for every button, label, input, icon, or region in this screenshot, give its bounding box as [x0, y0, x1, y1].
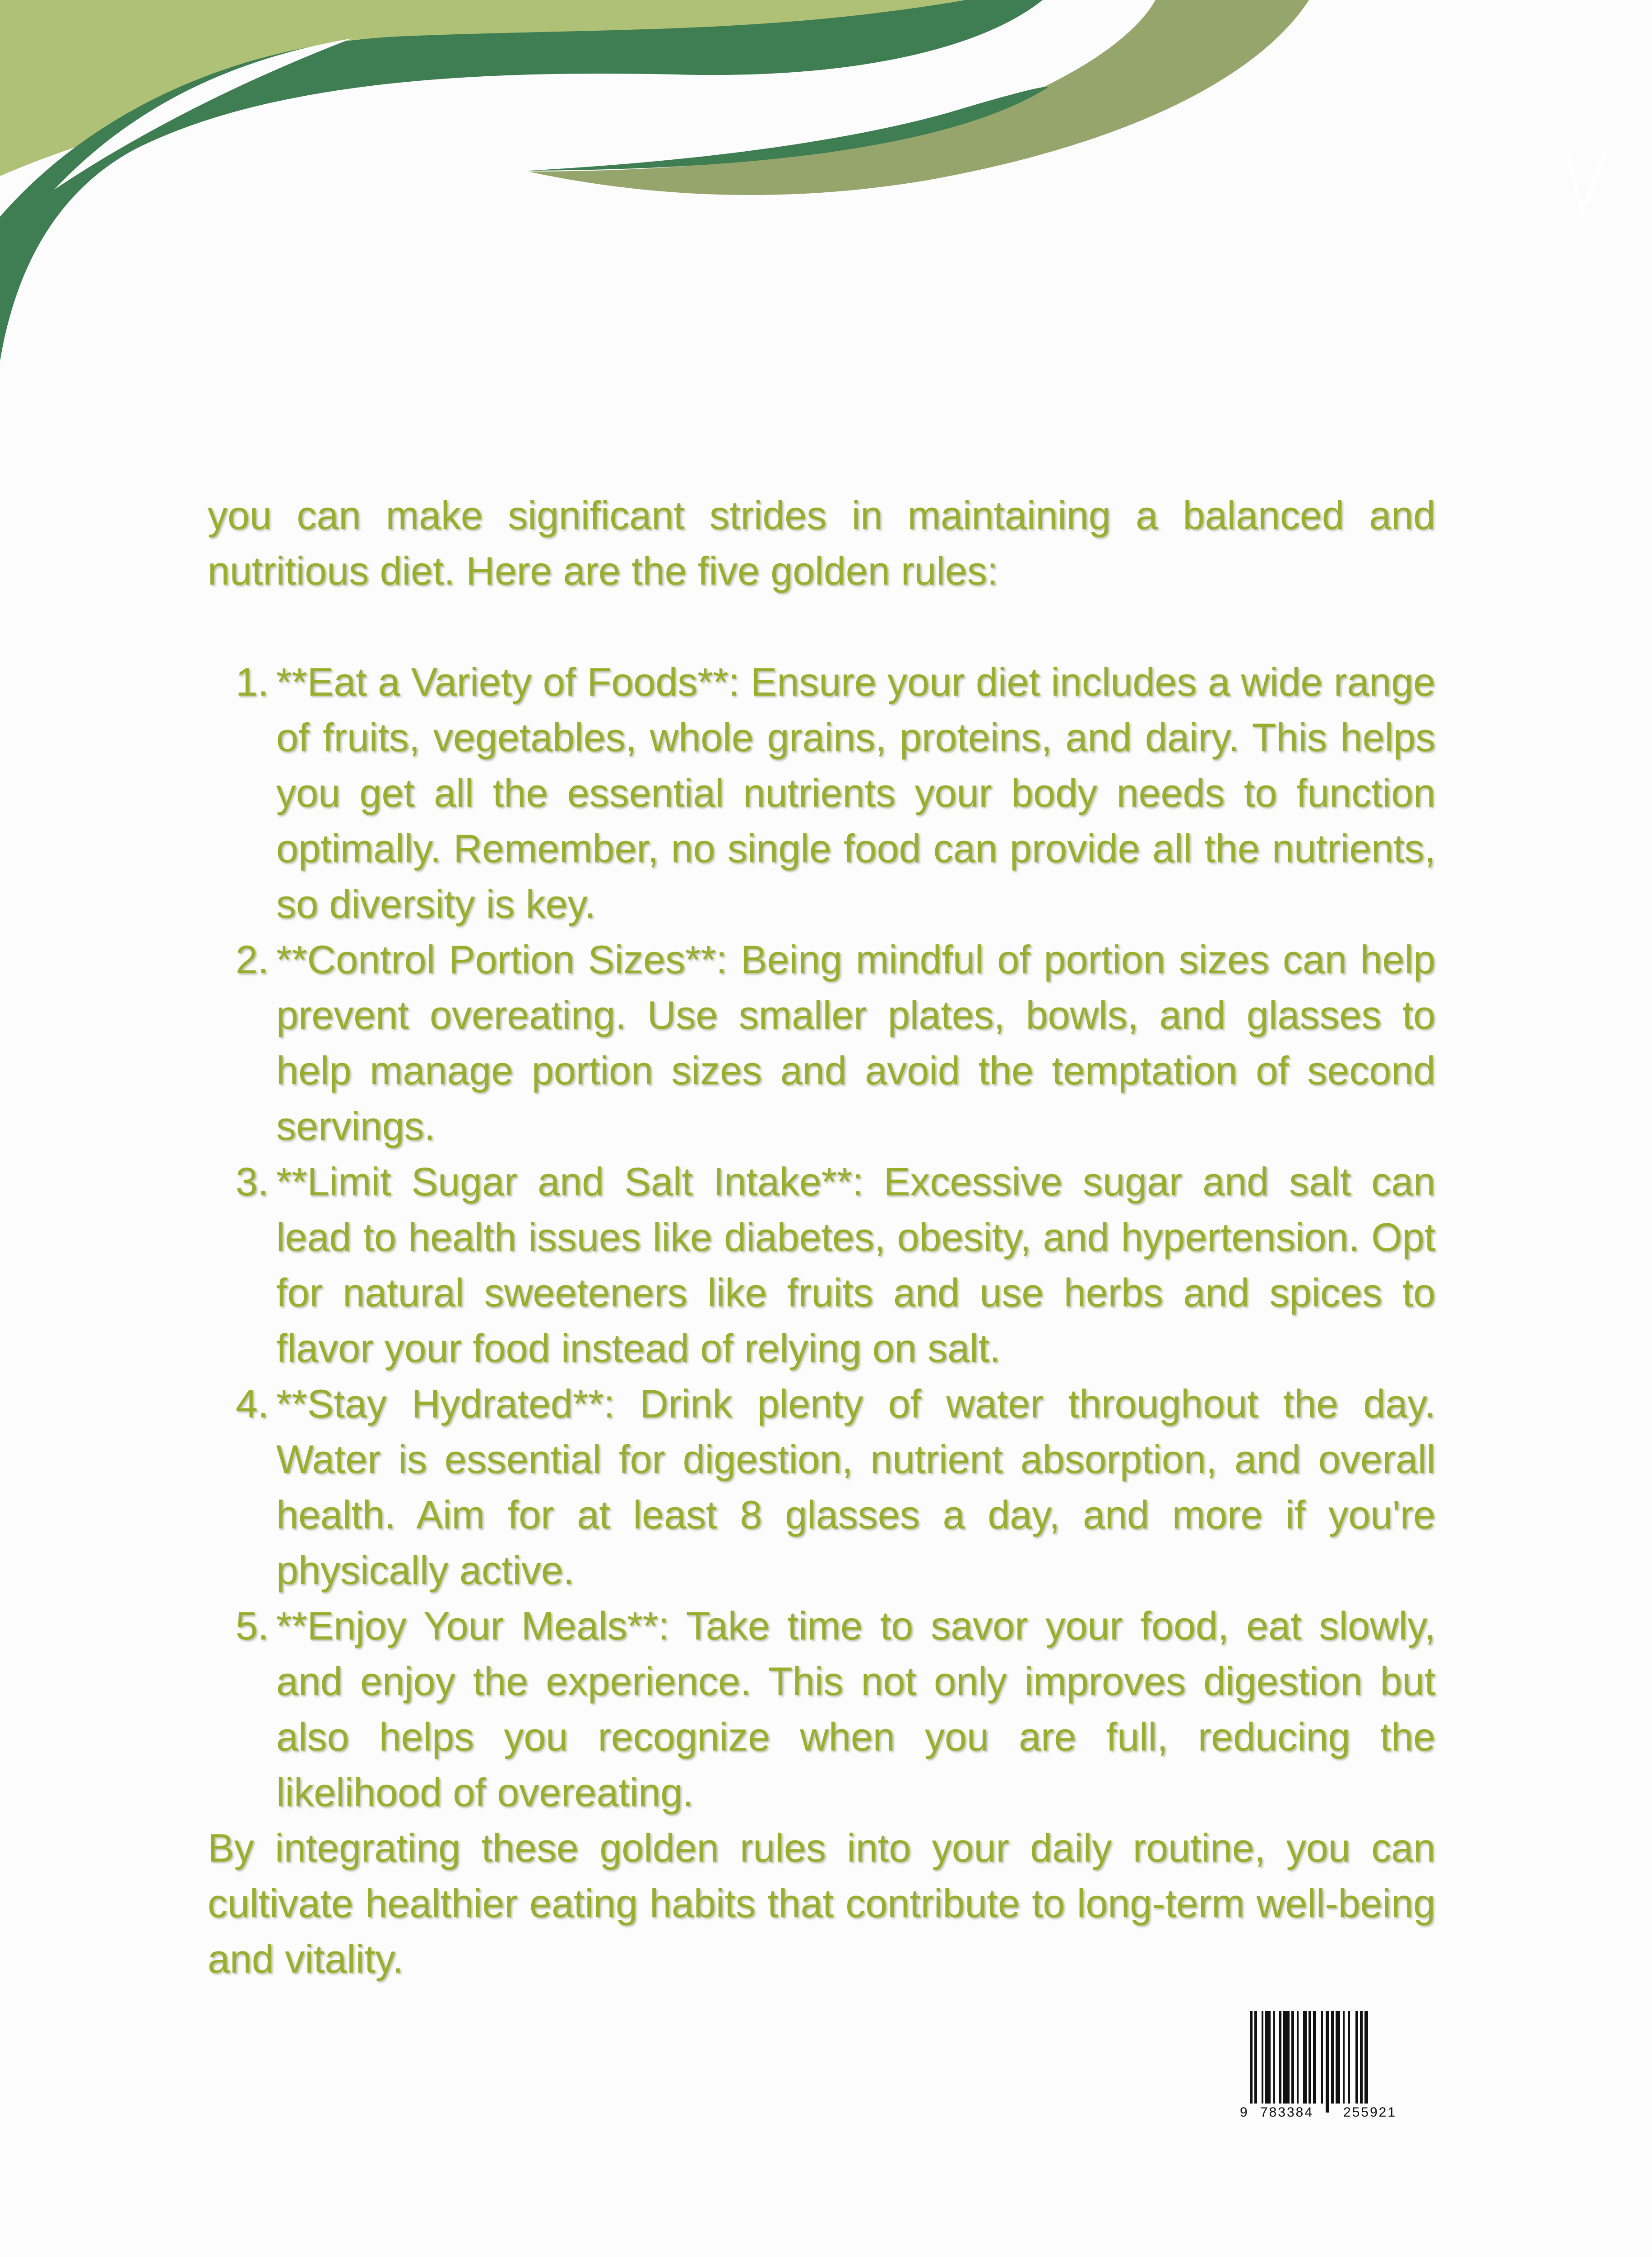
list-item-number: 4. — [236, 1381, 269, 1426]
barcode-bar — [1348, 2011, 1350, 2113]
list-item — [208, 932, 1435, 1154]
barcode-bar — [1326, 2011, 1329, 2113]
barcode-bar — [1309, 2011, 1311, 2113]
barcode-bar — [1273, 2011, 1275, 2113]
barcode-bar — [1254, 2011, 1257, 2113]
isbn-barcode — [1239, 2011, 1420, 2119]
barcode-bar — [1262, 2011, 1263, 2113]
list-item — [208, 1598, 1435, 1820]
barcode-bar — [1265, 2011, 1271, 2113]
corner-mark-icon — [1568, 149, 1607, 212]
conclusion-paragraph: By integrating these golden rules into your daily routine, you can cultivate healthier eating habits that contribute to long-term well-being and vitality. — [208, 1825, 1435, 1981]
barcode-digits-right: 255921 — [1343, 2105, 1397, 2119]
header-wave-decoration — [0, 0, 1652, 375]
barcode-bars — [1250, 2011, 1368, 2113]
barcode-bar — [1336, 2011, 1340, 2113]
intro-paragraph: you can make significant strides in maintaining a balanced and nutritious diet. Here are the five golden rules: — [208, 493, 1435, 593]
list-item-number: 2. — [236, 937, 269, 982]
barcode-bar — [1283, 2011, 1290, 2113]
main-text-block — [208, 488, 1435, 1987]
barcode-bar — [1331, 2011, 1334, 2113]
barcode-bar — [1321, 2011, 1323, 2113]
list-item — [208, 1376, 1435, 1598]
list-item-text: **Control Portion Sizes**: Being mindful of portion sizes can help prevent overeating. Use smaller plates, bowls, and glasses to help manage portion sizes and avoid the temptation of second servings. — [276, 937, 1435, 1148]
list-item-text: **Eat a Variety of Foods**: Ensure your diet includes a wide range of fruits, vegetables, whole grains, proteins, and dairy. This helps you get all the essential nutrients your body needs to function optimally. Remember, no single food can provide all the nutrients, so diversity is key. — [276, 659, 1435, 926]
barcode-bar — [1364, 2011, 1368, 2113]
barcode-bar — [1297, 2011, 1299, 2113]
list-item-number: 3. — [236, 1159, 269, 1204]
barcode-bar — [1303, 2011, 1307, 2113]
list-item-text: **Enjoy Your Meals**: Take time to savor your food, eat slowly, and enjoy the experience. This not only improves digestion but also helps you recognize when you are full, reducing the likelihood of overeating. — [276, 1603, 1435, 1815]
barcode-digit-first: 9 — [1240, 2105, 1248, 2119]
barcode-bar — [1343, 2011, 1345, 2113]
barcode-bar — [1279, 2011, 1281, 2113]
barcode-bar — [1313, 2011, 1316, 2113]
list-item-text: **Stay Hydrated**: Drink plenty of water throughout the day. Water is essential for digestion, nutrient absorption, and overall health. Aim for at least 8 glasses a day, and more if you're physically active. — [276, 1381, 1435, 1593]
barcode-digits-left: 783384 — [1260, 2105, 1314, 2119]
barcode-bar — [1360, 2011, 1363, 2113]
barcode-bar — [1355, 2011, 1358, 2113]
list-item-text: **Limit Sugar and Salt Intake**: Excessive sugar and salt can lead to health issues like diabetes, obesity, and hypertension. Opt for natural sweeteners like fruits and use herbs and spices to flavor your food instead of relying on salt. — [276, 1159, 1435, 1370]
list-item-number: 1. — [236, 659, 269, 704]
list-item — [208, 654, 1435, 932]
golden-rules-list — [208, 654, 1435, 1820]
barcode-bar — [1291, 2011, 1294, 2113]
list-item-number: 5. — [236, 1603, 269, 1648]
barcode-bar — [1250, 2011, 1253, 2113]
list-item — [208, 1154, 1435, 1376]
